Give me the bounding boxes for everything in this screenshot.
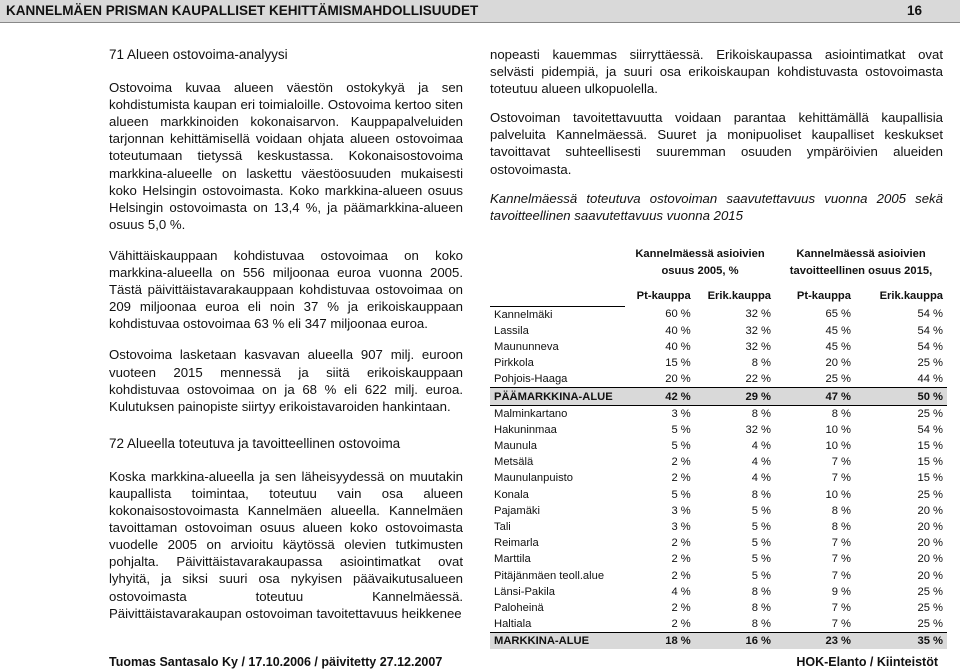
left-column	[109, 46, 463, 636]
footer-client: HOK-Elanto / Kiinteistöt	[796, 655, 938, 669]
value-cell: 2 %	[671, 569, 691, 582]
value-cell: 32 %	[745, 423, 771, 436]
value-cell: 8 %	[831, 521, 851, 534]
area-name-cell: Tali	[494, 521, 511, 534]
value-cell: 4 %	[751, 472, 771, 485]
value-cell: 8 %	[751, 357, 771, 370]
value-cell: 5 %	[751, 504, 771, 517]
value-cell: 5 %	[671, 440, 691, 453]
value-cell: 4 %	[751, 440, 771, 453]
value-cell: 3 %	[671, 521, 691, 534]
value-cell: 45 %	[825, 340, 851, 353]
value-cell: 50 %	[855, 388, 947, 405]
value-cell: 32 %	[745, 308, 771, 321]
value-cell: 7 %	[831, 618, 851, 631]
table-row	[490, 584, 947, 600]
area-name-cell: Maununneva	[494, 340, 559, 353]
value-cell: 15 %	[917, 440, 943, 453]
column-header: Pt-kauppa	[796, 290, 851, 302]
group-header-2005: Kannelmäessä asioivien osuus 2005, %	[635, 248, 765, 277]
value-cell: 54 %	[917, 423, 943, 436]
value-cell: 42 %	[625, 388, 695, 405]
column-header: Erik.kauppa	[707, 290, 771, 302]
table-row	[490, 503, 947, 519]
value-cell: 20 %	[825, 357, 851, 370]
area-name-cell: Hakuninmaa	[494, 423, 557, 436]
value-cell: 5 %	[671, 423, 691, 436]
value-cell: 7 %	[831, 569, 851, 582]
table-row	[490, 535, 947, 551]
table-row	[490, 551, 947, 567]
area-name-cell: Pajamäki	[494, 504, 541, 517]
value-cell: 10 %	[825, 488, 851, 501]
value-cell: 7 %	[831, 472, 851, 485]
value-cell: 15 %	[665, 357, 691, 370]
value-cell: 25 %	[855, 405, 947, 422]
value-cell: 2 %	[671, 472, 691, 485]
value-cell: 7 %	[831, 601, 851, 614]
document-title: KANNELMÄEN PRISMAN KAUPALLISET KEHITTÄMISMAHDOLLISUUDET	[6, 3, 479, 18]
area-name-cell: PÄÄMARKKINA-ALUE	[490, 388, 625, 405]
area-name-cell: Kannelmäki	[494, 308, 553, 321]
value-cell: 25 %	[917, 601, 943, 614]
value-cell: 5 %	[751, 537, 771, 550]
table-row	[490, 519, 947, 535]
value-cell: 65 %	[825, 308, 851, 321]
value-cell: 20 %	[917, 537, 943, 550]
column-header: Pt-kauppa	[636, 290, 691, 302]
area-name-cell: Pitäjänmäen teoll.alue	[494, 569, 605, 582]
page-header	[0, 0, 960, 23]
paragraph: Koska markkina-alueella ja sen läheisyydessä on muutakin kaupallista toimintaa, toteutuu vain osa alueen kokonaisostovoimasta Kannelmäen alueella. Kannelmäen tavoittaman ostovoiman osuus alueen koko ostovoimasta vuodelle 2005 on arvioitu käytössä olevien tutkimusten pohjalta. Päivittäistavarakaupassa asiointimatkat ovat lyhyitä, ja siksi suuri osa nykyisen päävaikutusalueen ostovoimasta toteutuu Kannelmäessä. Päivittäistavarakaupan ostovoiman tavoitettavuus heikkenee	[109, 468, 463, 621]
area-name-cell: MARKKINA-ALUE	[490, 633, 625, 650]
table-row	[490, 422, 947, 438]
value-cell: 8 %	[751, 488, 771, 501]
value-cell: 40 %	[665, 340, 691, 353]
table-row	[490, 454, 947, 470]
paragraph: nopeasti kauemmas siirryttäessä. Erikoiskaupassa asiointimatkat ovat selvästi pidempiä, ja suuri osa erikoiskaupan kohdistuvasta ostovoimasta toteutuu alueen ulkopuolella.	[490, 47, 943, 97]
page-footer	[0, 652, 960, 672]
area-name-cell: Paloheinä	[494, 601, 544, 614]
table-row	[490, 633, 947, 650]
table-row	[490, 323, 947, 339]
table-row	[490, 355, 947, 371]
value-cell: 20 %	[917, 521, 943, 534]
table-row	[490, 306, 947, 323]
value-cell: 15 %	[917, 456, 943, 469]
value-cell: 25 %	[917, 357, 943, 370]
table-caption: Kannelmäessä toteutuva ostovoiman saavutettavuus vuonna 2005 sekä tavoitteellinen saavutettavuus vuonna 2015	[490, 190, 943, 223]
value-cell: 35 %	[855, 633, 947, 650]
value-cell: 25 %	[917, 488, 943, 501]
area-name-cell: Konala	[494, 488, 529, 501]
value-cell: 20 %	[917, 569, 943, 582]
value-cell: 8 %	[751, 618, 771, 631]
value-cell: 10 %	[825, 440, 851, 453]
value-cell: 5 %	[751, 553, 771, 566]
value-cell: 32 %	[745, 324, 771, 337]
paragraph: Vähittäiskauppaan kohdistuvaa ostovoimaa on koko markkina-alueella on 556 miljoonaa euroa vuonna 2005. Tästä päivittäistavarakauppaan kohdistuvaa ostovoimaa on 209 miljoonaa euroa eli noin 37 % ja erikoiskauppaan kohdistuvaa ostovoimaa 63 % eli 347 miljoonaa euroa.	[109, 247, 463, 332]
value-cell: 25 %	[825, 373, 851, 386]
section-heading-71: 71 Alueen ostovoima-analyysi	[109, 47, 288, 62]
value-cell: 7 %	[831, 553, 851, 566]
table-row	[490, 600, 947, 616]
value-cell: 47 %	[775, 388, 855, 405]
value-cell: 20 %	[665, 373, 691, 386]
value-cell: 8 %	[831, 504, 851, 517]
area-name-cell: Malminkartano	[490, 405, 625, 422]
page-number: 16	[906, 3, 922, 18]
value-cell: 4 %	[751, 456, 771, 469]
group-header-2015: Kannelmäessä asioivien tavoitteellinen osuus 2015,	[789, 248, 933, 277]
value-cell: 54 %	[917, 340, 943, 353]
value-cell: 20 %	[917, 504, 943, 517]
table-row	[490, 568, 947, 584]
area-name-cell: Maunula	[494, 440, 537, 453]
area-name-cell: Pirkkola	[494, 357, 534, 370]
value-cell: 10 %	[825, 423, 851, 436]
value-cell: 8 %	[695, 405, 775, 422]
area-name-cell: Länsi-Pakila	[494, 585, 555, 598]
table-row	[490, 438, 947, 454]
value-cell: 8 %	[751, 585, 771, 598]
value-cell: 22 %	[745, 373, 771, 386]
value-cell: 40 %	[665, 324, 691, 337]
area-name-cell: Marttila	[494, 553, 531, 566]
area-name-cell: Pohjois-Haaga	[494, 373, 568, 386]
value-cell: 2 %	[671, 618, 691, 631]
table-row	[490, 405, 947, 422]
value-cell: 8 %	[751, 601, 771, 614]
value-cell: 32 %	[745, 340, 771, 353]
value-cell: 2 %	[671, 537, 691, 550]
value-cell: 20 %	[917, 553, 943, 566]
paragraph: Ostovoima kuvaa alueen väestön ostokykyä ja sen kohdistumista kaupan eri toimialoille. Ostovoima kertoo siten alueen markkinoiden kokonaisarvon. Kauppapalveluiden tarjonnan kehittämisellä voidaan ohjata alueen ostovoimaa toteutumaan tietyssä keskustassa. Kokonaisostovoima markkina-alueelle on laskettu väestöosuuden mukaisesti koko Helsingin ostovoimasta. Koko markkina-alueen osuus Helsingin ostovoimasta on 13,4 %, ja päämarkkina-alueen osuus 5,0 %.	[109, 80, 463, 232]
column-header: Erik.kauppa	[879, 290, 943, 302]
value-cell: 44 %	[917, 373, 943, 386]
value-cell: 4 %	[671, 585, 691, 598]
table-row	[490, 339, 947, 355]
table-row	[490, 470, 947, 486]
value-cell: 25 %	[917, 585, 943, 598]
value-cell: 23 %	[775, 633, 855, 650]
area-name-cell: Reimarla	[494, 537, 539, 550]
value-cell: 25 %	[917, 618, 943, 631]
table-row	[490, 371, 947, 388]
value-cell: 54 %	[917, 308, 943, 321]
value-cell: 3 %	[625, 405, 695, 422]
table-row	[490, 388, 947, 405]
value-cell: 18 %	[625, 633, 695, 650]
value-cell: 54 %	[917, 324, 943, 337]
table-row	[490, 616, 947, 633]
value-cell: 7 %	[831, 537, 851, 550]
value-cell: 2 %	[671, 553, 691, 566]
value-cell: 3 %	[671, 504, 691, 517]
value-cell: 9 %	[831, 585, 851, 598]
value-cell: 5 %	[751, 569, 771, 582]
value-cell: 16 %	[695, 633, 775, 650]
value-cell: 2 %	[671, 601, 691, 614]
value-cell: 7 %	[831, 456, 851, 469]
area-name-cell: Maunulanpuisto	[494, 472, 573, 485]
table-row	[490, 487, 947, 503]
value-cell: 5 %	[671, 488, 691, 501]
value-cell: 60 %	[665, 308, 691, 321]
reachability-table	[490, 246, 947, 649]
value-cell: 5 %	[751, 521, 771, 534]
value-cell: 2 %	[671, 456, 691, 469]
footer-author: Tuomas Santasalo Ky / 17.10.2006 / päivitetty 27.12.2007	[109, 655, 443, 669]
right-column	[490, 46, 943, 238]
value-cell: 45 %	[825, 324, 851, 337]
value-cell: 8 %	[775, 405, 855, 422]
area-name-cell: Lassila	[494, 324, 529, 337]
paragraph: Ostovoiman tavoitettavuutta voidaan parantaa kehittämällä kaupallisia palveluita Kannelmäessä. Suuret ja monipuoliset kaupalliset keskukset tavoittavat suhteellisesti suuremman osuuden ympäröivien alueiden ostovoimasta.	[490, 110, 943, 177]
value-cell: 29 %	[695, 388, 775, 405]
area-name-cell: Haltiala	[494, 618, 532, 631]
section-heading-72: 72 Alueella toteutuva ja tavoitteellinen ostovoima	[109, 435, 401, 451]
value-cell: 15 %	[917, 472, 943, 485]
paragraph: Ostovoima lasketaan kasvavan alueella 907 milj. euroon vuoteen 2015 mennessä ja siitä erikoiskauppaan kohdistuvaa ostovoimaa on ja 68 % eli 622 milj. euroa. Kulutuksen painopiste siirtyy erikoistavaroiden hankintaan.	[109, 347, 463, 414]
area-name-cell: Metsälä	[494, 456, 534, 469]
